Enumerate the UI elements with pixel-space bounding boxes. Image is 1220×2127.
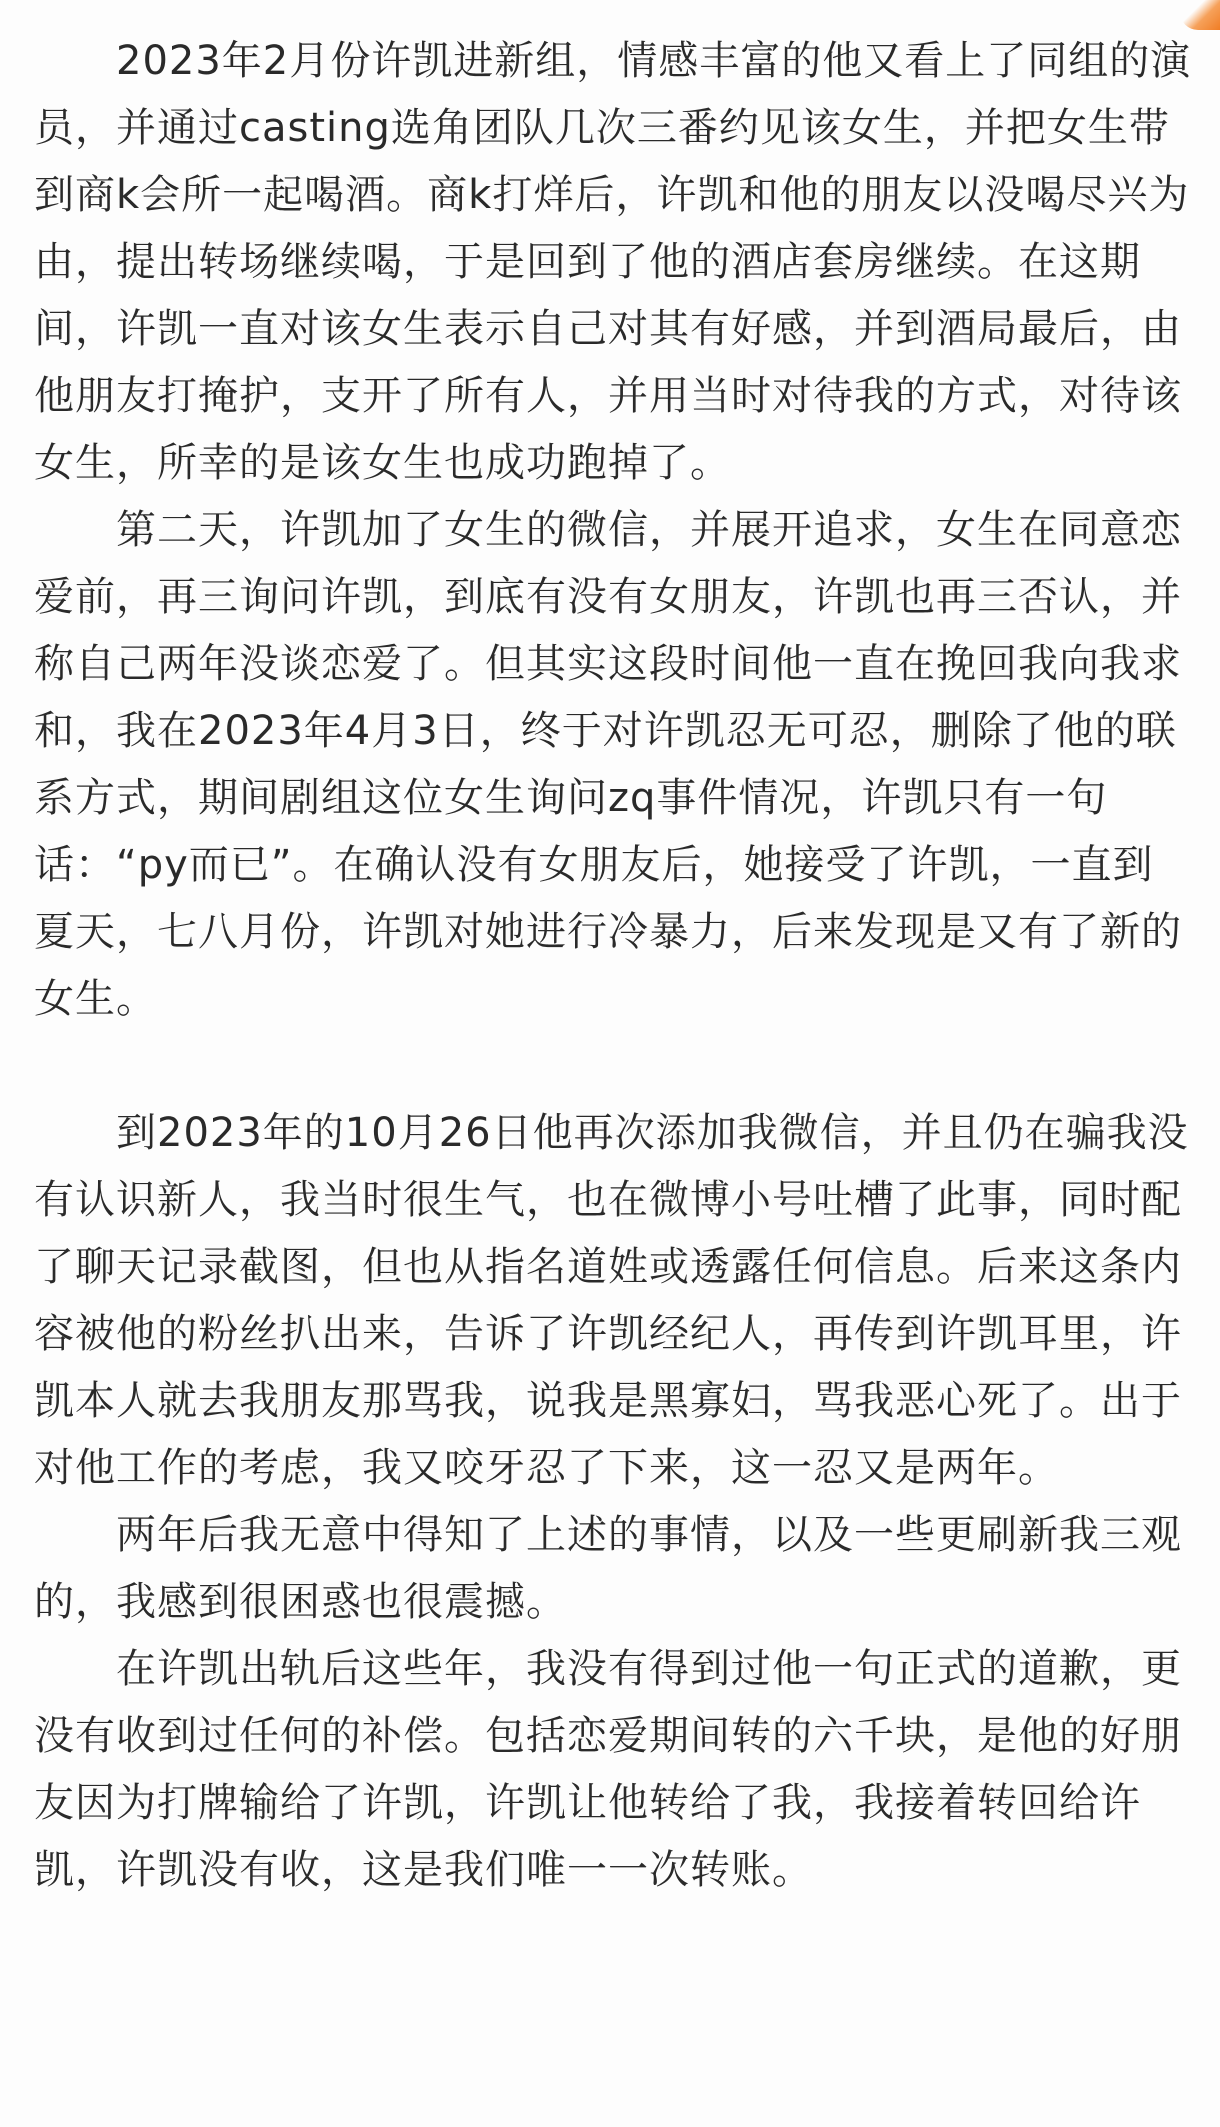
top-right-accent (1180, 0, 1220, 30)
paragraph-2: 第二天，许凯加了女生的微信，并展开追求，女生在同意恋爱前，再三询问许凯，到底有没有女朋友，许凯也再三否认，并称自己两年没谈恋爱了。但其实这段时间他一直在挽回我向我求和，我在2023年4月3日，终于对许凯忍无可忍，删除了他的联系方式，期间剧组这位女生询问zq事件情况，许凯只有一句话：“py而已”。在确认没有女朋友后，她接受了许凯，一直到夏天，七八月份，许凯对她进行冷暴力，后来发现是又有了新的女生。 (34, 507, 1182, 1022)
paragraph-1: 2023年2月份许凯进新组，情感丰富的他又看上了同组的演员，并通过casting选角团队几次三番约见该女生，并把女生带到商k会所一起喝酒。商k打烊后，许凯和他的朋友以没喝尽兴为由，提出转场继续喝，于是回到了他的酒店套房继续。在这期间，许凯一直对该女生表示自己对其有好感，并到酒局最后，由他朋友打掩护，支开了所有人，并用当时对待我的方式，对待该女生，所幸的是该女生也成功跑掉了。 (34, 38, 1192, 486)
paragraph-5: 在许凯出轨后这些年，我没有得到过他一句正式的道歉，更没有收到过任何的补偿。包括恋爱期间转的六千块，是他的好朋友因为打牌输给了许凯，许凯让他转给了我，我接着转回给许凯，许凯没有收，这是我们唯一一次转账。 (34, 1646, 1182, 1893)
paragraph-4: 两年后我无意中得知了上述的事情，以及一些更刷新我三观的，我感到很困惑也很震撼。 (34, 1512, 1182, 1625)
paragraph-3: 到2023年的10月26日他再次添加我微信，并且仍在骗我没有认识新人，我当时很生气，也在微博小号吐槽了此事，同时配了聊天记录截图，但也从指名道姓或透露任何信息。后来这条内容被他的粉丝扒出来，告诉了许凯经纪人，再传到许凯耳里，许凯本人就去我朋友那骂我，说我是黑寡妇，骂我恶心死了。出于对他工作的考虑，我又咬牙忍了下来，这一忍又是两年。 (34, 1110, 1189, 1491)
paragraph-gap (34, 1033, 1194, 1100)
article-body (34, 28, 1194, 1904)
